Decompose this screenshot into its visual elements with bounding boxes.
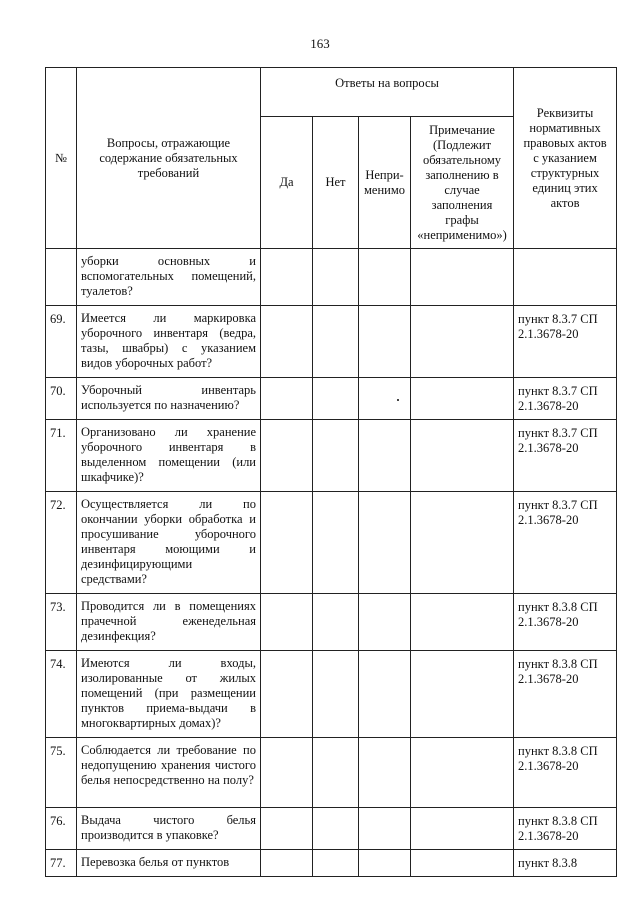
note-cell <box>411 378 514 420</box>
na-cell <box>359 492 411 594</box>
row-question: Выдача чистого белья производится в упаковке? <box>77 808 261 850</box>
header-answers-group: Ответы на вопросы <box>261 68 514 117</box>
row-number: 70. <box>46 378 77 420</box>
note-cell <box>411 738 514 808</box>
row-number: 77. <box>46 850 77 877</box>
table-row <box>46 738 617 808</box>
no-cell <box>313 306 359 378</box>
row-question: Имеется ли маркировка уборочного инвентаря (ведра, тазы, швабры) с указанием видов уборочных работ? <box>77 306 261 378</box>
row-question: Организовано ли хранение уборочного инвентаря в выделенном помещении (или шкафчике)? <box>77 420 261 492</box>
row-number: 74. <box>46 651 77 738</box>
no-cell <box>313 738 359 808</box>
note-cell <box>411 651 514 738</box>
header-na: Непри-менимо <box>359 117 411 249</box>
row-question: Перевозка белья от пунктов <box>77 850 261 877</box>
stray-mark <box>397 399 399 401</box>
header-yes: Да <box>261 117 313 249</box>
row-number: 69. <box>46 306 77 378</box>
na-cell <box>359 378 411 420</box>
na-cell <box>359 651 411 738</box>
row-number: 75. <box>46 738 77 808</box>
no-cell <box>313 850 359 877</box>
header-requisites: Реквизиты нормативных правовых актов с указанием структурных единиц этих актов <box>514 68 617 249</box>
page-number: 163 <box>310 36 330 51</box>
na-cell <box>359 420 411 492</box>
yes-cell <box>261 594 313 651</box>
row-number: 76. <box>46 808 77 850</box>
no-cell <box>313 594 359 651</box>
no-cell <box>313 808 359 850</box>
na-cell <box>359 594 411 651</box>
yes-cell <box>261 492 313 594</box>
yes-cell <box>261 378 313 420</box>
table-row <box>46 850 617 877</box>
no-cell <box>313 651 359 738</box>
row-reference: пункт 8.3.7 СП 2.1.3678-20 <box>514 306 617 378</box>
note-cell <box>411 850 514 877</box>
row-reference <box>514 249 617 306</box>
note-cell <box>411 594 514 651</box>
header-no: Нет <box>313 117 359 249</box>
yes-cell <box>261 651 313 738</box>
row-reference: пункт 8.3.7 СП 2.1.3678-20 <box>514 378 617 420</box>
row-number: 72. <box>46 492 77 594</box>
yes-cell <box>261 850 313 877</box>
row-reference: пункт 8.3.8 <box>514 850 617 877</box>
yes-cell <box>261 738 313 808</box>
yes-cell <box>261 249 313 306</box>
header-questions: Вопросы, отражающие содержание обязательных требований <box>77 68 261 249</box>
row-question: Осуществляется ли по окончании уборки обработка и просушивание уборочного инвентаря моющими и дезинфицирующими средствами? <box>77 492 261 594</box>
row-question: уборки основных и вспомогательных помещений, туалетов? <box>77 249 261 306</box>
no-cell <box>313 492 359 594</box>
row-reference: пункт 8.3.8 СП 2.1.3678-20 <box>514 594 617 651</box>
table-row <box>46 306 617 378</box>
row-number: 71. <box>46 420 77 492</box>
table-row <box>46 651 617 738</box>
note-cell <box>411 420 514 492</box>
yes-cell <box>261 420 313 492</box>
header-note: Примечание (Подлежит обязательному заполнению в случае заполнения графы «неприменимо») <box>411 117 514 249</box>
na-cell <box>359 850 411 877</box>
row-number: 73. <box>46 594 77 651</box>
no-cell <box>313 249 359 306</box>
note-cell <box>411 492 514 594</box>
no-cell <box>313 378 359 420</box>
table-row <box>46 492 617 594</box>
table-row <box>46 808 617 850</box>
row-question: Проводится ли в помещениях прачечной еженедельная дезинфекция? <box>77 594 261 651</box>
table-row <box>46 249 617 306</box>
row-reference: пункт 8.3.8 СП 2.1.3678-20 <box>514 651 617 738</box>
table-row <box>46 378 617 420</box>
row-question: Соблюдается ли требование по недопущению хранения чистого белья непосредственно на полу? <box>77 738 261 808</box>
na-cell <box>359 249 411 306</box>
row-reference: пункт 8.3.7 СП 2.1.3678-20 <box>514 420 617 492</box>
yes-cell <box>261 808 313 850</box>
table-row <box>46 420 617 492</box>
na-cell <box>359 738 411 808</box>
row-reference: пункт 8.3.8 СП 2.1.3678-20 <box>514 808 617 850</box>
header-num: № <box>46 68 77 249</box>
checklist-table <box>45 67 617 877</box>
na-cell <box>359 306 411 378</box>
yes-cell <box>261 306 313 378</box>
row-reference: пункт 8.3.7 СП 2.1.3678-20 <box>514 492 617 594</box>
note-cell <box>411 808 514 850</box>
note-cell <box>411 249 514 306</box>
na-cell <box>359 808 411 850</box>
row-reference: пункт 8.3.8 СП 2.1.3678-20 <box>514 738 617 808</box>
row-question: Уборочный инвентарь используется по назначению? <box>77 378 261 420</box>
table-row <box>46 594 617 651</box>
row-question: Имеются ли входы, изолированные от жилых помещений (при размещении пунктов приема-выдачи в многоквартирных домах)? <box>77 651 261 738</box>
note-cell <box>411 306 514 378</box>
row-number <box>46 249 77 306</box>
no-cell <box>313 420 359 492</box>
